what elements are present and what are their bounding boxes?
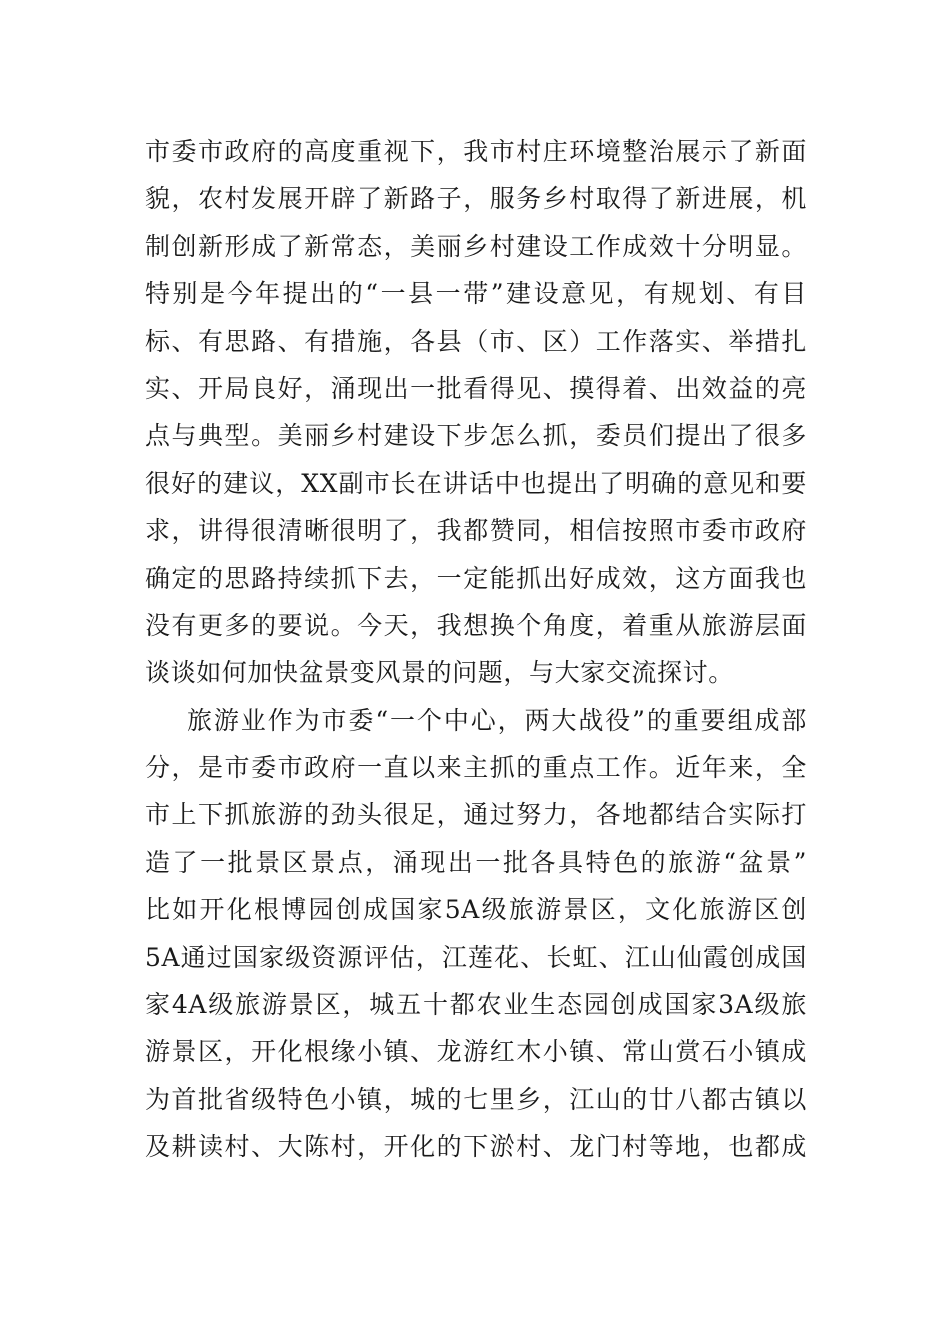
text-line: 特别是今年提出的“一县一带”建设意见，有规划、有目 [145, 279, 807, 309]
text-line: 市委市政府的高度重视下，我市村庄环境整治展示了新面 [145, 137, 807, 166]
text-line: 5A通过国家级资源评估，江莲花、长虹、江山仙霞创成国 [145, 942, 807, 972]
text-line: 确定的思路持续抓下去，一定能抓出好成效，这方面我也 [145, 563, 807, 593]
text-line: 游景区，开化根缘小镇、龙游红木小镇、常山赏石小镇成 [145, 1037, 807, 1067]
text-line: 求，讲得很清晰很明了，我都赞同，相信按照市委市政府 [145, 516, 807, 546]
text-line: 市上下抓旅游的劲头很足，通过努力，各地都结合实际打 [145, 800, 807, 830]
text-line: 分，是市委市政府一直以来主抓的重点工作。近年来，全 [145, 753, 807, 783]
text-line: 实、开局良好，涌现出一批看得见、摸得着、出效益的亮 [145, 373, 807, 403]
text-line: 家4A级旅游景区，城五十都农业生态园创成国家3A级旅 [145, 990, 807, 1020]
body-text [145, 128, 807, 1171]
text-line: 及耕读村、大陈村，开化的下淤村、龙门村等地，也都成 [145, 1132, 807, 1162]
text-line: 没有更多的要说。今天，我想换个角度，着重从旅游层面 [145, 610, 807, 640]
text-line: 造了一批景区景点，涌现出一批各具特色的旅游“盆景” [145, 847, 807, 877]
paragraph-end-line: 谈谈如何加快盆景变风景的问题，与大家交流探讨。 [145, 658, 734, 688]
text-line: 貌，农村发展开辟了新路子，服务乡村取得了新进展，机 [145, 184, 807, 214]
text-line: 为首批省级特色小镇，城的七里乡，江山的廿八都古镇以 [145, 1084, 807, 1114]
text-line: 很好的建议，XX副市长在讲话中也提出了明确的意见和要 [145, 468, 807, 498]
text-line: 制创新形成了新常态，美丽乡村建设工作成效十分明显。 [145, 231, 807, 261]
text-line: 点与典型。美丽乡村建设下步怎么抓，委员们提出了很多 [145, 421, 807, 451]
text-line: 标、有思路、有措施，各县（市、区）工作落实、举措扎 [145, 326, 807, 356]
paragraph-start-line: 旅游业作为市委“一个中心，两大战役”的重要组成部 [187, 705, 807, 735]
text-line: 比如开化根博园创成国家5A级旅游景区，文化旅游区创 [145, 895, 807, 925]
